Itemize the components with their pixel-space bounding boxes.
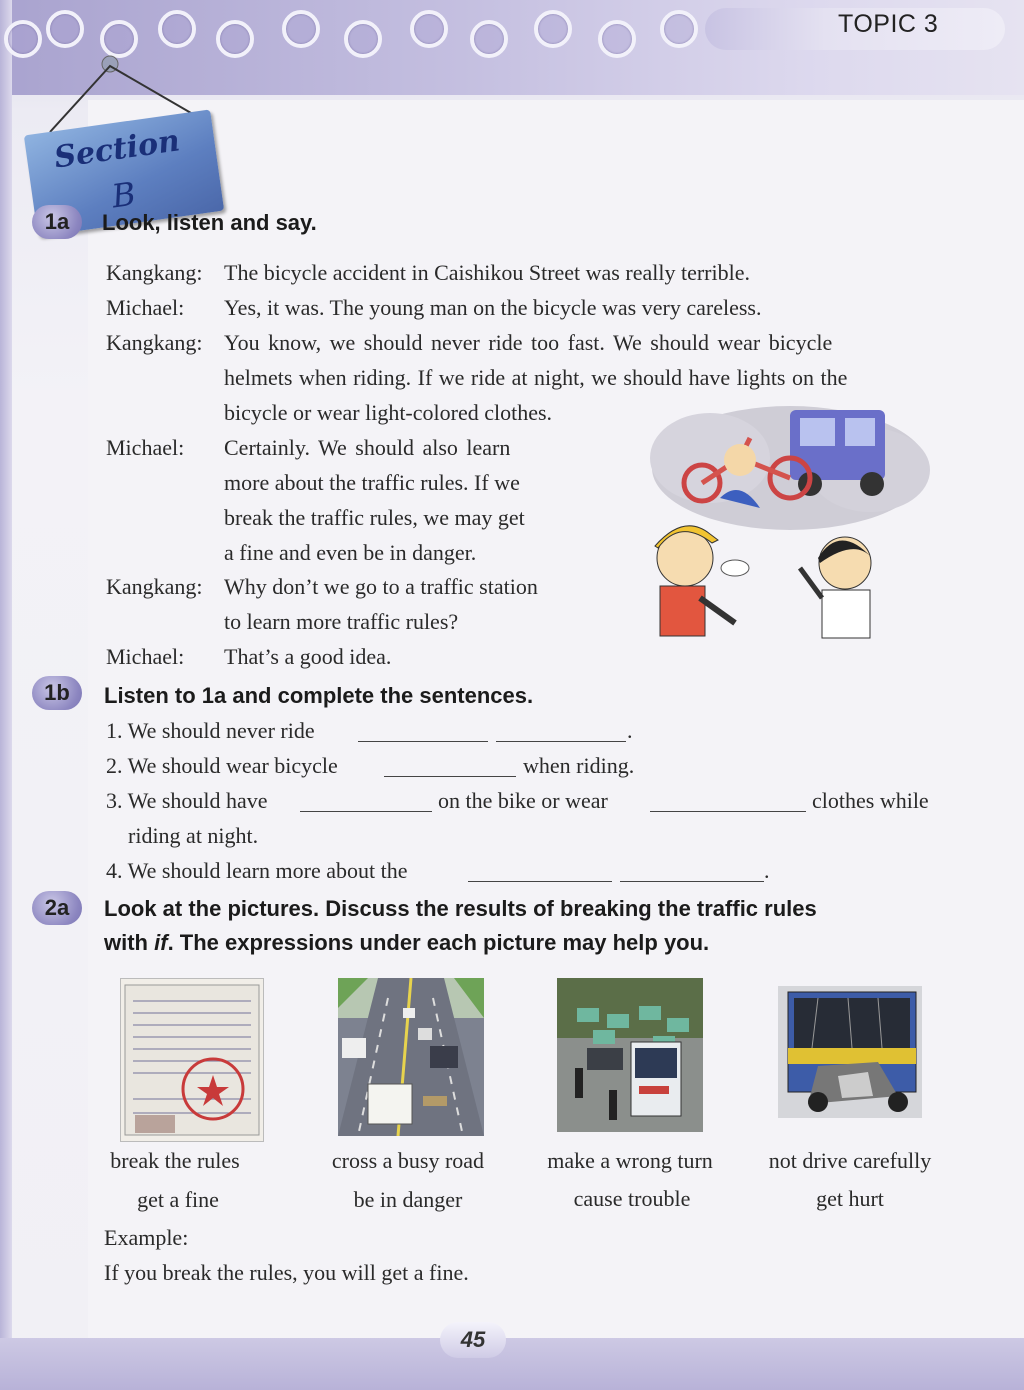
answer-blank <box>358 741 488 742</box>
answer-blank <box>496 741 626 742</box>
heading-2a-text-b: . The expressions under each picture may help you. <box>167 930 710 955</box>
sentence-2b: when riding. <box>523 753 635 778</box>
period: . <box>764 858 770 883</box>
caption-result-3: cause trouble <box>573 1186 691 1211</box>
dialogue-line: Yes, it was. The young man on the bicycle was very careless. <box>224 295 762 320</box>
answer-blank <box>650 811 806 812</box>
caption-cause-4: not drive carefully <box>768 1148 932 1173</box>
sentence-4: 4. We should learn more about the <box>106 858 408 883</box>
sentence-3a: 3. We should have <box>106 788 268 813</box>
caption-result-4: get hurt <box>816 1186 884 1211</box>
heading-1b: Listen to 1a and complete the sentences. <box>104 683 534 708</box>
sentence-3b: on the bike or wear <box>438 788 608 813</box>
sentence-2a: 2. We should wear bicycle <box>106 753 338 778</box>
heading-2a-text-a: with <box>104 930 155 955</box>
speaker: Michael: <box>106 435 185 460</box>
dialogue-line: a fine and even be in danger. <box>224 540 477 565</box>
answer-blank <box>384 776 516 777</box>
example-text: If you break the rules, you will get a fine. <box>104 1260 469 1285</box>
left-edge-strip <box>0 0 12 1390</box>
speaker: Kangkang: <box>106 574 203 599</box>
example-label: Example: <box>104 1225 189 1250</box>
bus-crash-picture <box>778 986 922 1118</box>
circle-icon <box>158 10 196 48</box>
circle-icon <box>470 20 508 58</box>
circle-icon <box>410 10 448 48</box>
answer-blank <box>300 811 432 812</box>
activity-badge-1a: 1a <box>32 205 82 239</box>
dialogue-line: Why don’t we go to a traffic station <box>224 574 538 599</box>
answer-blank <box>620 881 764 882</box>
dialogue-line: bicycle or wear light-colored clothes. <box>224 400 553 425</box>
dialogue-line: to learn more traffic rules? <box>224 609 459 634</box>
circle-icon <box>282 10 320 48</box>
heading-1a: Look, listen and say. <box>102 210 317 235</box>
page-number: 45 <box>440 1322 506 1358</box>
activity-badge-2a: 2a <box>32 891 82 925</box>
circle-icon <box>534 10 572 48</box>
dialogue-line: break the traffic rules, we may get <box>224 505 525 530</box>
dialogue-line: helmets when riding. If we ride at night, we should have lights on the <box>224 365 848 390</box>
circle-icon <box>46 10 84 48</box>
answer-blank <box>468 881 612 882</box>
section-word: Section <box>52 123 182 176</box>
speaker: Michael: <box>106 644 185 669</box>
accident-thought-illustration <box>640 398 940 643</box>
section-sign <box>20 44 220 216</box>
dialogue-line: You know, we should never ride too fast. We should wear bicycle <box>224 330 833 355</box>
speaker: Michael: <box>106 295 185 320</box>
caption-cause-3: make a wrong turn <box>547 1148 713 1173</box>
heading-2a-line2 <box>104 930 709 956</box>
circle-icon <box>598 20 636 58</box>
circle-icon <box>660 10 698 48</box>
dialogue-line: That’s a good idea. <box>224 644 392 669</box>
circle-icon <box>344 20 382 58</box>
caption-result-1: get a fine <box>137 1187 219 1212</box>
heading-2a-line1: Look at the pictures. Discuss the results of breaking the traffic rules <box>104 896 817 921</box>
busy-road-picture <box>338 978 484 1136</box>
sentence-3c: clothes while <box>812 788 929 813</box>
period: . <box>627 718 633 743</box>
dialogue-line: The bicycle accident in Caishikou Street was really terrible. <box>224 260 750 285</box>
wrong-turn-picture <box>557 978 703 1132</box>
sentence-1: 1. We should never ride <box>106 718 315 743</box>
caption-cause-2: cross a busy road <box>331 1148 485 1173</box>
caption-cause-1: break the rules <box>110 1148 240 1173</box>
speaker: Kangkang: <box>106 330 203 355</box>
dialogue-line: Certainly. We should also learn <box>224 435 511 460</box>
sentence-3d: riding at night. <box>128 823 259 848</box>
circle-icon <box>216 20 254 58</box>
topic-label: TOPIC 3 <box>838 10 939 38</box>
footer-band <box>0 1338 1024 1390</box>
caption-result-2: be in danger <box>353 1187 463 1212</box>
fine-ticket-picture <box>120 978 264 1142</box>
dialogue-line: more about the traffic rules. If we <box>224 470 520 495</box>
activity-badge-1b: 1b <box>32 676 82 710</box>
speaker: Kangkang: <box>106 260 203 285</box>
section-letter: B <box>109 174 139 216</box>
heading-2a-if: if <box>154 930 168 955</box>
